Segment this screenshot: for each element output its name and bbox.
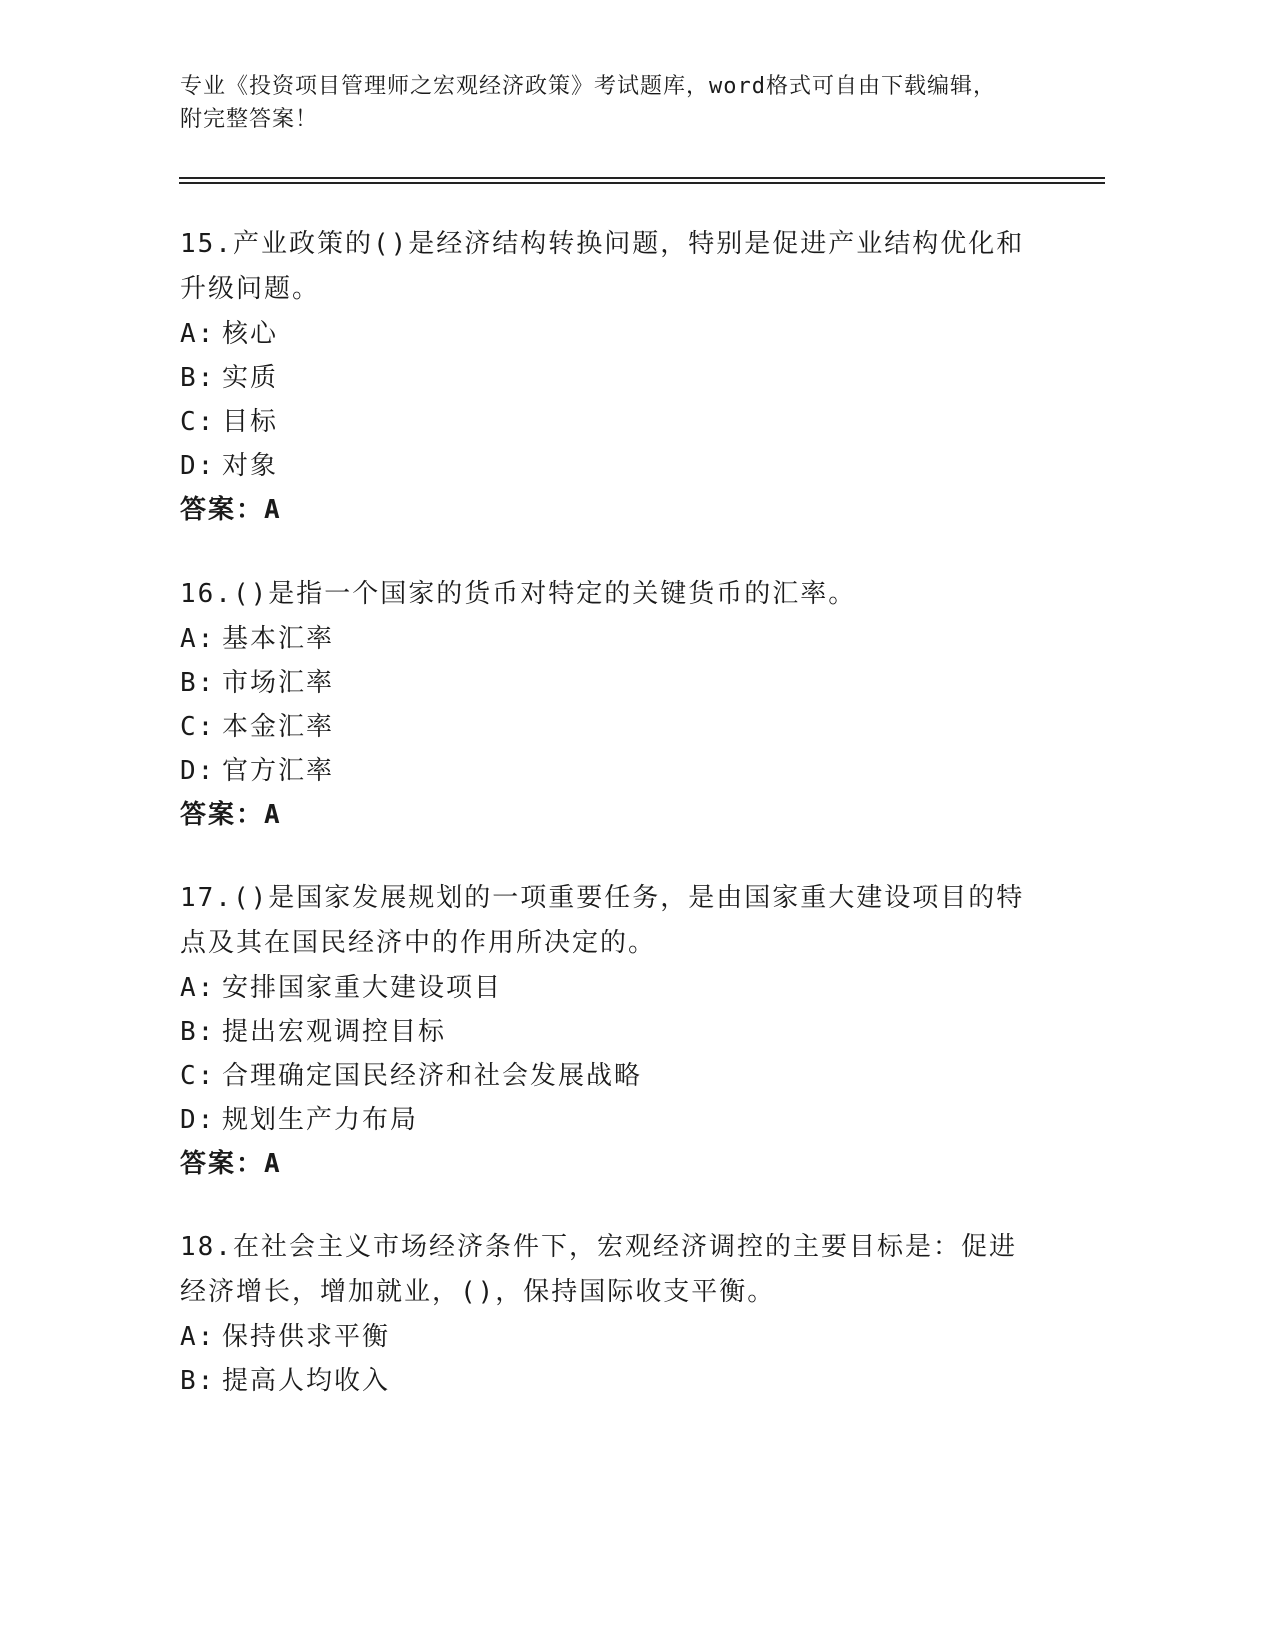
option-label: A: [180, 624, 216, 654]
option-d [180, 1098, 1040, 1142]
option-text: 目标 [222, 407, 279, 437]
header-line-2: 附完整答案！ [180, 107, 319, 132]
option-text: 核心 [222, 319, 279, 349]
question-stem: 17.()是国家发展规划的一项重要任务，是由国家重大建设项目的特点及其在国民经济中的作用所决定的。 [180, 883, 1025, 958]
option-text: 安排国家重大建设项目 [222, 973, 503, 1003]
option-label: A: [180, 319, 216, 349]
option-text: 市场汇率 [222, 668, 335, 698]
option-label: B: [180, 363, 216, 393]
option-b [180, 1359, 1040, 1403]
option-text: 保持供求平衡 [222, 1322, 391, 1352]
option-text: 官方汇率 [222, 756, 335, 786]
option-label: A: [180, 973, 216, 1003]
option-a [180, 1315, 1040, 1359]
question-18 [180, 1225, 1040, 1403]
option-label: B: [180, 668, 216, 698]
header-line-1: 专业《投资项目管理师之宏观经济政策》考试题库，word格式可自由下载编辑， [180, 74, 996, 99]
document-header [180, 70, 1080, 136]
header-divider-bottom [179, 182, 1105, 184]
option-d [180, 444, 1040, 488]
answer-line: 答案：A [180, 1149, 282, 1179]
question-15 [180, 222, 1040, 532]
option-label: B: [180, 1366, 216, 1396]
option-text: 对象 [222, 451, 279, 481]
option-label: B: [180, 1017, 216, 1047]
option-text: 规划生产力布局 [222, 1105, 419, 1135]
question-stem: 16.()是指一个国家的货币对特定的关键货币的汇率。 [180, 579, 857, 609]
answer-line: 答案：A [180, 800, 282, 830]
option-b [180, 1010, 1040, 1054]
option-c [180, 1054, 1040, 1098]
option-label: D: [180, 756, 216, 786]
question-17 [180, 876, 1040, 1186]
option-label: D: [180, 1105, 216, 1135]
question-16 [180, 572, 1040, 837]
option-b [180, 661, 1040, 705]
option-text: 实质 [222, 363, 279, 393]
option-a [180, 312, 1040, 356]
option-c [180, 400, 1040, 444]
answer-line: 答案：A [180, 495, 282, 525]
option-c [180, 705, 1040, 749]
question-stem: 18.在社会主义市场经济条件下，宏观经济调控的主要目标是：促进经济增长，增加就业，()，保持国际收支平衡。 [180, 1232, 1017, 1307]
option-label: A: [180, 1322, 216, 1352]
option-d [180, 749, 1040, 793]
option-text: 合理确定国民经济和社会发展战略 [222, 1061, 643, 1091]
option-label: C: [180, 407, 216, 437]
option-label: D: [180, 451, 216, 481]
option-label: C: [180, 712, 216, 742]
option-a [180, 966, 1040, 1010]
option-text: 提出宏观调控目标 [222, 1017, 447, 1047]
question-stem: 15.产业政策的()是经济结构转换问题，特别是促进产业结构优化和升级问题。 [180, 229, 1025, 304]
option-text: 本金汇率 [222, 712, 335, 742]
header-divider-top [179, 177, 1105, 179]
option-label: C: [180, 1061, 216, 1091]
option-a [180, 617, 1040, 661]
option-text: 提高人均收入 [222, 1366, 391, 1396]
option-b [180, 356, 1040, 400]
option-text: 基本汇率 [222, 624, 335, 654]
